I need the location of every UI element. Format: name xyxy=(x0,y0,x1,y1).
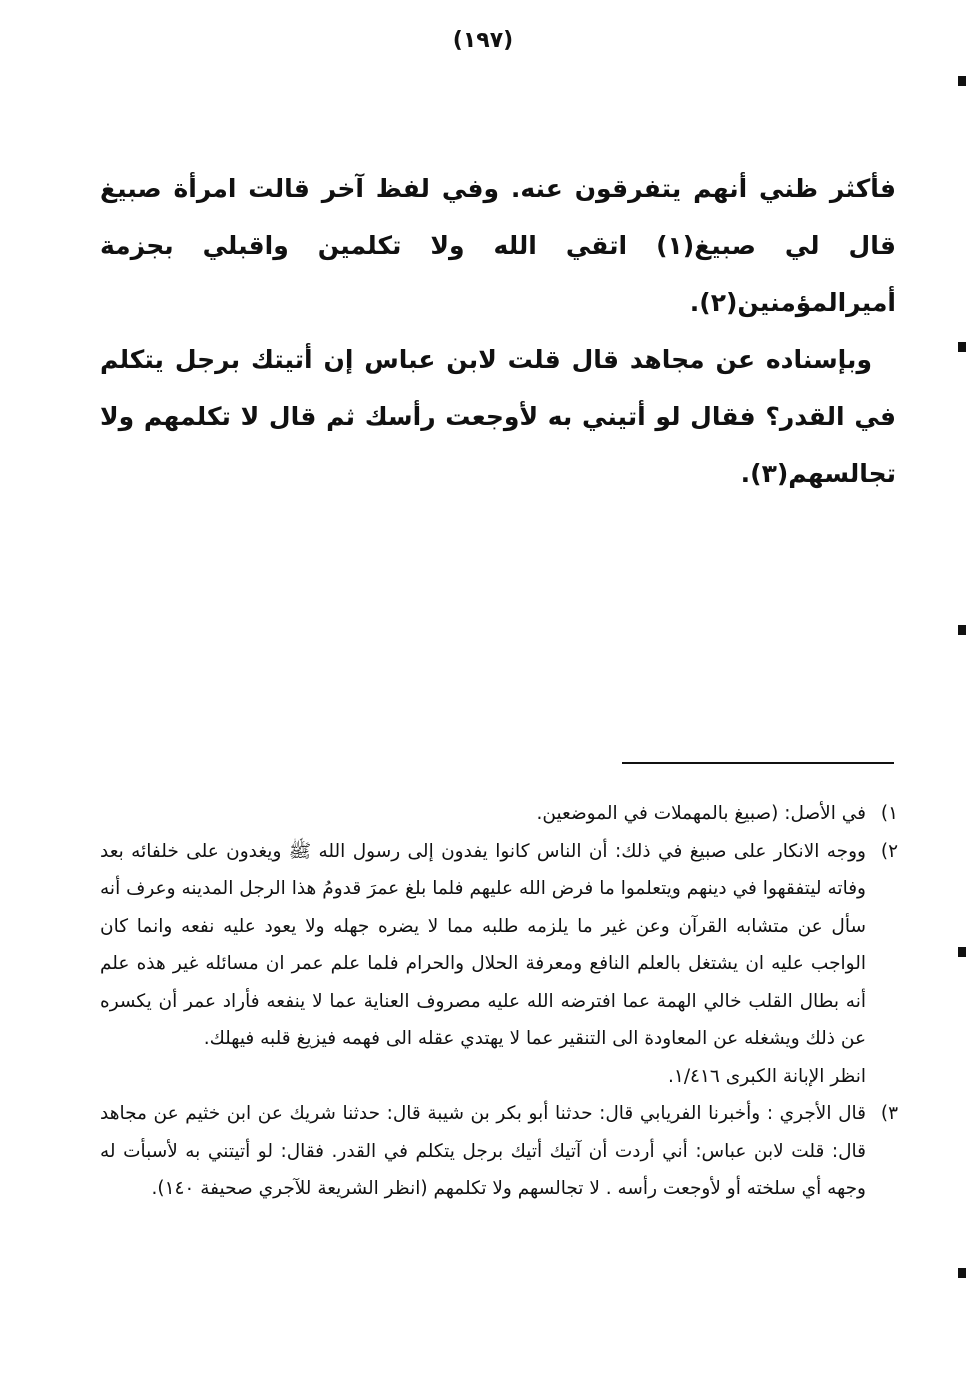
scan-edge-mark xyxy=(958,342,966,352)
footnote-reference: انظر الإبانة الكبرى ١/٤١٦. xyxy=(668,1065,866,1087)
footnote-body xyxy=(100,795,866,833)
page-number: (١٩٧) xyxy=(452,28,514,53)
scan-edge-mark xyxy=(958,76,966,86)
scan-edge-mark xyxy=(958,947,966,957)
footnotes xyxy=(100,795,898,1208)
footnote-text: قال الأجري : وأخبرنا الفريابي قال: حدثنا أبو بكر بن شيبة قال: حدثنا شريك عن ابن خثيم عن مجاهد قال: قلت لابن عباس: أني أردت أن آتيك أتيك برجل يتكلم في القدر. فقال: لو أتيتني به لأسبأت له وجهه أي سلخته أو لأوجعت رأسه . لا تجالسهم ولا تكلمهم (انظر الشريعة للآجري صحيفة ١٤٠). xyxy=(100,1103,866,1199)
main-text xyxy=(100,160,896,502)
footnote-number: ٢) xyxy=(880,840,898,862)
footnote xyxy=(100,1095,898,1208)
footnote-body xyxy=(100,833,866,1096)
footnote-separator xyxy=(622,762,894,764)
scan-edge-mark xyxy=(958,625,966,635)
footnote-body xyxy=(100,1095,866,1208)
footnote-number: ٣) xyxy=(880,1103,898,1124)
footnote-text: في الأصل: (صبيغ بالمهملات في الموضعين. xyxy=(536,803,866,824)
scan-edge-mark xyxy=(958,1268,966,1278)
footnote-text: ووجه الانكار على صبيغ في ذلك: أن الناس كانوا يفدون إلى رسول الله ﷺ ويغدون على خلفائه بعد وفاته ليتفقهوا في دينهم ويتعلموا ما فرض الله عليهم فلما بلغ عمرَ قدومُ هذا الرجل المدينه وعرف أنه سأل عن متشابه القرآن وعن غير ما يلزمه طلبه مما لا يضره جهله ولا يعود عليه نفعه وانما كان الواجب عليه ان يشتغل بالعلم النافع ومعرفة الحلال والحرام فلما علم عمر ان مسائله غير هذه علم أنه بطال القلب خالي الهمة عما افترضه الله عليه مصروف العناية عما لا ينفعه فأراد عمر أن يكسره عن ذلك ويشغله عن المعاودة الى التنقير عما لا يهتدي عقله الى فهمه فيزيغ قلبه فيهلك. xyxy=(100,840,866,1049)
main-paragraph: فأكثر ظني أنهم يتفرقون عنه. وفي لفظ آخر قالت امرأة صبيغ قال لي صبيغ(١) اتقي الله ولا تكلمين واقبلي بجزمة أميرالمؤمنين(٢). xyxy=(100,174,896,317)
footnote-number: ١) xyxy=(880,803,898,824)
footnote xyxy=(100,833,898,1096)
main-paragraph: وبإسناده عن مجاهد قال قلت لابن عباس إن أتيتك برجل يتكلم في القدر؟ فقال لو أتيني به لأوجعت رأسك ثم قال لا تكلمهم ولا تجالسهم(٣). xyxy=(100,345,896,488)
footnote xyxy=(100,795,898,833)
